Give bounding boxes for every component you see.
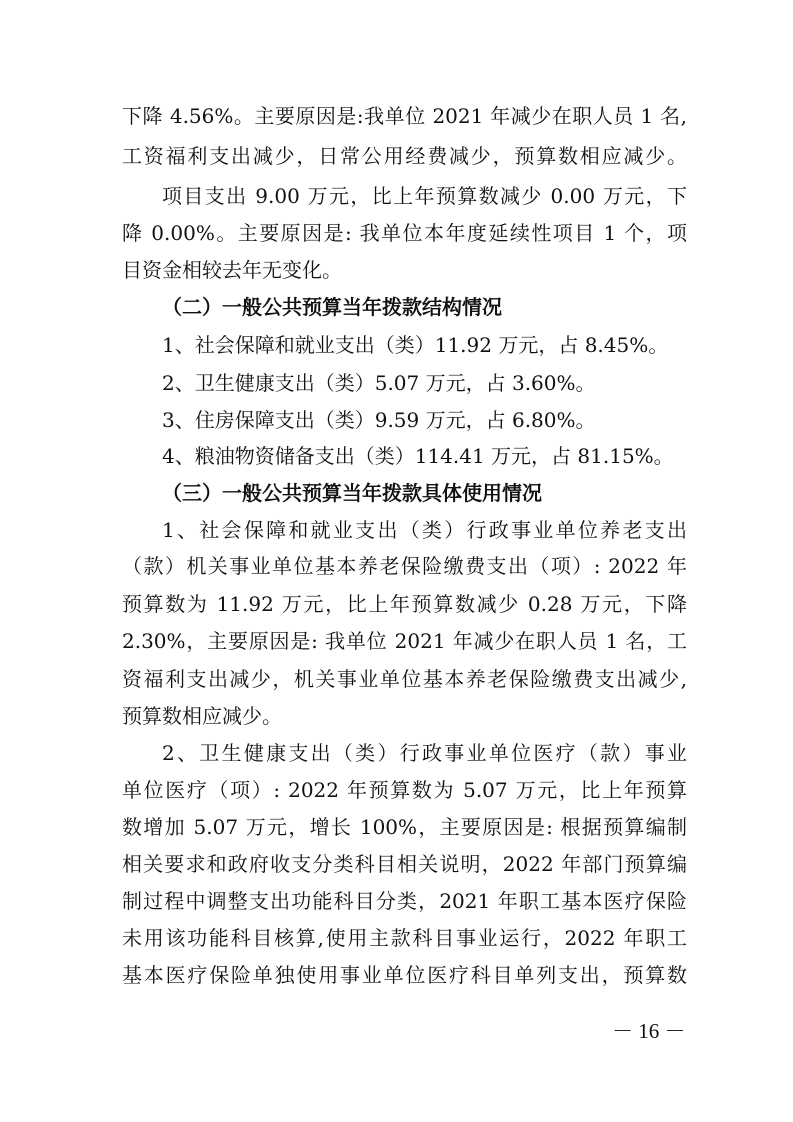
body-text-line: 预算数为 11.92 万元，比上年预算数减少 0.28 万元，下降: [122, 592, 687, 616]
section-heading: （二）一般公共预算当年拨款结构情况: [162, 295, 502, 319]
body-text-line: 工资福利支出减少，日常公用经费减少，预算数相应减少。: [122, 144, 687, 168]
body-text-line: 制过程中调整支出功能科目分类，2021 年职工基本医疗保险: [122, 889, 687, 913]
body-text-line: 数增加 5.07 万元，增长 100%，主要原因是: 根据预算编制: [122, 815, 687, 839]
body-text-line: 目资金相较去年无变化。: [122, 258, 342, 282]
body-text-line: 2.30%，主要原因是: 我单位 2021 年减少在职人员 1 名，工: [122, 629, 687, 653]
list-item: 1、社会保障和就业支出（类）11.92 万元，占 8.45%。: [162, 333, 669, 357]
body-text-line: 未用该功能科目核算,使用主款科目事业运行，2022 年职工: [122, 926, 687, 950]
body-text-line: 单位医疗（项）: 2022 年预算数为 5.07 万元，比上年预算: [122, 778, 687, 802]
body-text-line: 基本医疗保险单独使用事业单位医疗科目单列支出，预算数: [122, 963, 687, 987]
body-text-line: 预算数相应减少。: [122, 704, 282, 728]
section-heading: （三）一般公共预算当年拨款具体使用情况: [162, 481, 542, 505]
body-text-line: 相关要求和政府收支分类科目相关说明，2022 年部门预算编: [122, 852, 687, 876]
list-item: 2、卫生健康支出（类）5.07 万元，占 3.60%。: [162, 371, 596, 395]
body-text-line: 资福利支出减少，机关事业单位基本养老保险缴费支出减少,: [122, 667, 687, 691]
body-text-line: 1、社会保障和就业支出（类）行政事业单位养老支出: [162, 518, 687, 542]
list-item: 3、住房保障支出（类）9.59 万元，占 6.80%。: [162, 408, 596, 432]
list-item: 4、粮油物资储备支出（类）114.41 万元，占 81.15%。: [162, 444, 674, 468]
body-text-line: 项目支出 9.00 万元，比上年预算数减少 0.00 万元，下: [162, 184, 687, 208]
page-number: － 16 －: [612, 1019, 686, 1043]
body-text-line: 降 0.00%。主要原因是: 我单位本年度延续性项目 1 个，项: [122, 221, 687, 245]
body-text-line: 2、卫生健康支出（类）行政事业单位医疗（款）事业: [162, 741, 687, 765]
body-text-line: 下降 4.56%。主要原因是:我单位 2021 年减少在职人员 1 名,: [122, 104, 687, 128]
body-text-line: （款）机关事业单位基本养老保险缴费支出（项）: 2022 年: [122, 554, 687, 578]
